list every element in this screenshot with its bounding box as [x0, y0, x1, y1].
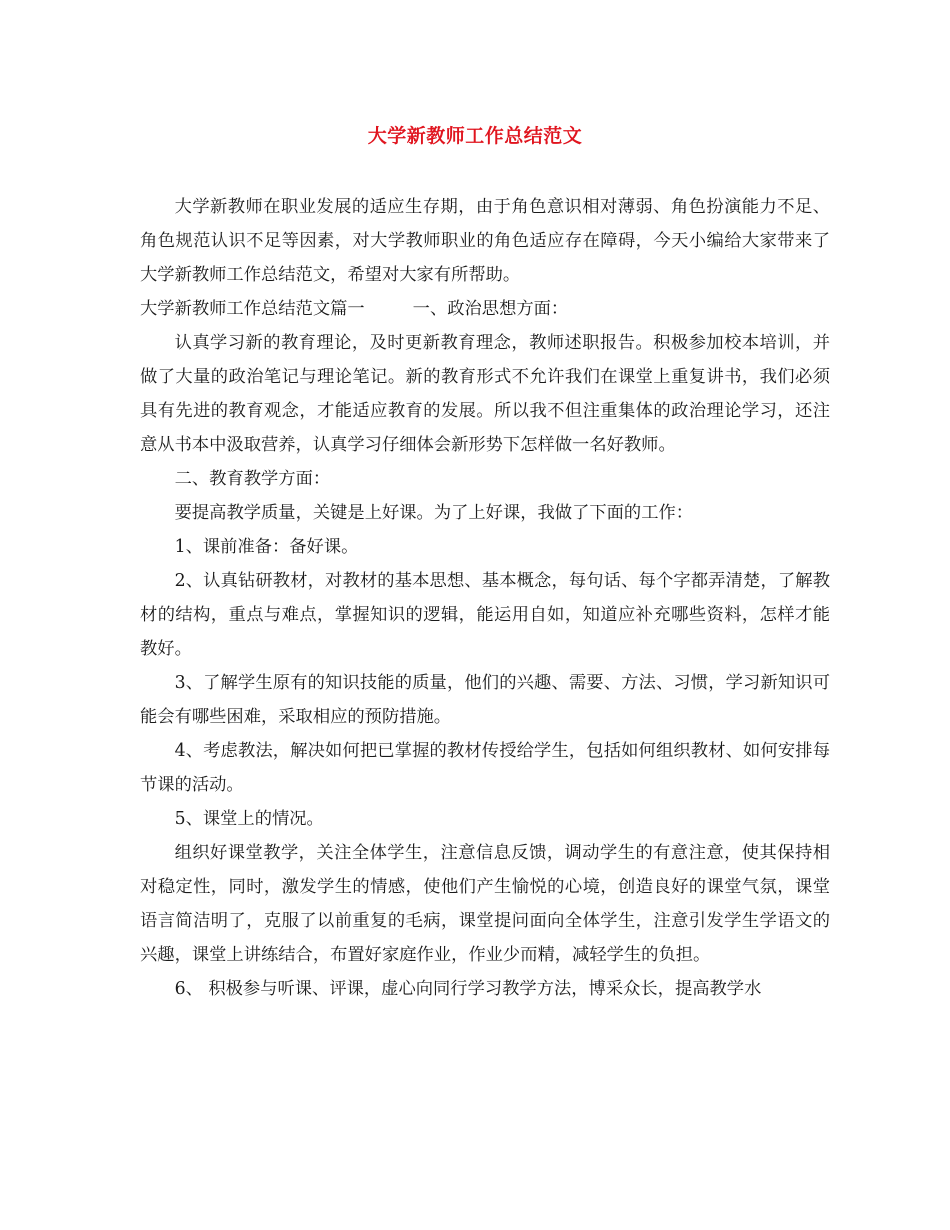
teaching-intro-paragraph: 要提高教学质量，关键是上好课。为了上好课，我做了下面的工作： [174, 503, 694, 523]
list-item: 1、课前准备：备好课。 [174, 537, 359, 557]
section-gap [365, 292, 413, 326]
list-item: 6、 积极参与听课、评课，虚心向同行学习教学方法，博采众长，提高教学水 [174, 979, 762, 999]
heading-teaching: 二、教育教学方面： [174, 469, 331, 489]
document-body [140, 190, 830, 1006]
list-item: 5、课堂上的情况。 [174, 809, 324, 829]
list-item: 3、了解学生原有的知识技能的质量，他们的兴趣、需要、方法、习惯，学习新知识可能会有哪些困难，采取相应的预防措施。 [140, 673, 830, 727]
list-item: 4、考虑教法，解决如何把已掌握的教材传授给学生，包括如何组织教材、如何安排每节课的活动。 [140, 741, 830, 795]
section-label: 大学新教师工作总结范文篇一 [140, 299, 365, 319]
document-title: 大学新教师工作总结范文 [367, 125, 583, 147]
classroom-paragraph: 组织好课堂教学，关注全体学生，注意信息反馈，调动学生的有意注意，使其保持相对稳定性，同时，激发学生的情感，使他们产生愉悦的心境，创造良好的课堂气氛，课堂语言简洁明了，克服了以前重复的毛病，课堂提问面向全体学生，注意引发学生学语文的兴趣，课堂上讲练结合，布置好家庭作业，作业少而精，减轻学生的负担。 [140, 843, 830, 965]
heading-political: 一、政治思想方面： [412, 299, 569, 319]
political-paragraph: 认真学习新的教育理论，及时更新教育理念，教师述职报告。积极参加校本培训，并做了大量的政治笔记与理论笔记。新的教育形式不允许我们在课堂上重复讲书，我们必须具有先进的教育观念，才能适应教育的发展。所以我不但注重集体的政治理论学习，还注意从书本中汲取营养，认真学习仔细体会新形势下怎样做一名好教师。 [140, 333, 830, 455]
section-line [140, 292, 830, 326]
list-item: 2、认真钻研教材，对教材的基本思想、基本概念，每句话、每个字都弄清楚，了解教材的结构，重点与难点，掌握知识的逻辑，能运用自如，知道应补充哪些资料，怎样才能教好。 [140, 571, 830, 659]
intro-paragraph: 大学新教师在职业发展的适应生存期，由于角色意识相对薄弱、角色扮演能力不足、角色规范认识不足等因素，对大学教师职业的角色适应存在障碍，今天小编给大家带来了大学新教师工作总结范文，希望对大家有所帮助。 [140, 197, 830, 285]
